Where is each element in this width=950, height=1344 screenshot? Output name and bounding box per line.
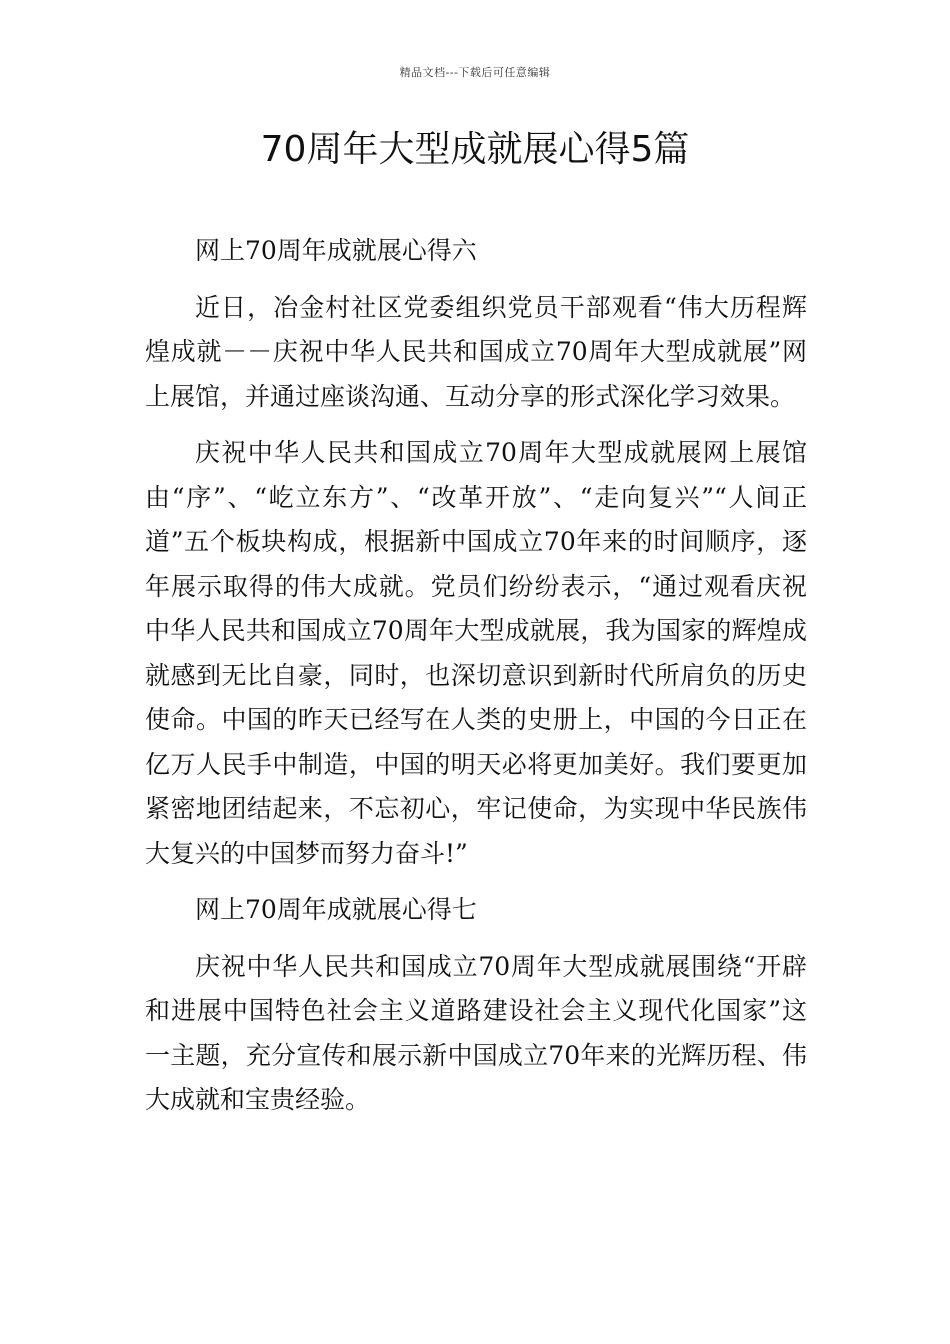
paragraph: 近日，冶金村社区党委组织党员干部观看“伟大历程辉煌成就－－庆祝中华人民共和国成立70周年大型成就展”网上展馆，并通过座谈沟通、互动分享的形式深化学习效果。	[145, 292, 807, 411]
document-title: 70周年大型成就展心得5篇	[260, 129, 690, 170]
header-note: 精品文档---下载后可任意编辑	[399, 66, 551, 79]
section-heading: 网上70周年成就展心得七	[195, 895, 477, 924]
paragraph: 庆祝中华人民共和国成立70周年大型成就展网上展馆由“序”、“屹立东方”、“改革开放”、“走向复兴”“人间正道”五个板块构成，根据新中国成立70年来的时间顺序，逐年展示取得的伟大成就。党员们纷纷表示，“通过观看庆祝中华人民共和国成立70周年大型成就展，我为国家的辉煌成就感到无比自豪，同时，也深切意识到新时代所肩负的历史使命。中国的昨天已经写在人类的史册上，中国的今日正在亿万人民手中制造，中国的明天必将更加美好。我们要更加紧密地团结起来，不忘初心，牢记使命，为实现中华民族伟大复兴的中国梦而努力奋斗!”	[145, 438, 807, 868]
paragraph: 庆祝中华人民共和国成立70周年大型成就展围绕“开辟和进展中国特色社会主义道路建设社会主义现代化国家”这一主题，充分宣传和展示新中国成立70年来的光辉历程、伟大成就和宝贵经验。	[145, 951, 807, 1114]
section-heading: 网上70周年成就展心得六	[195, 236, 477, 265]
section-six	[145, 229, 807, 876]
document-body	[145, 229, 807, 1135]
section-seven	[145, 888, 807, 1123]
